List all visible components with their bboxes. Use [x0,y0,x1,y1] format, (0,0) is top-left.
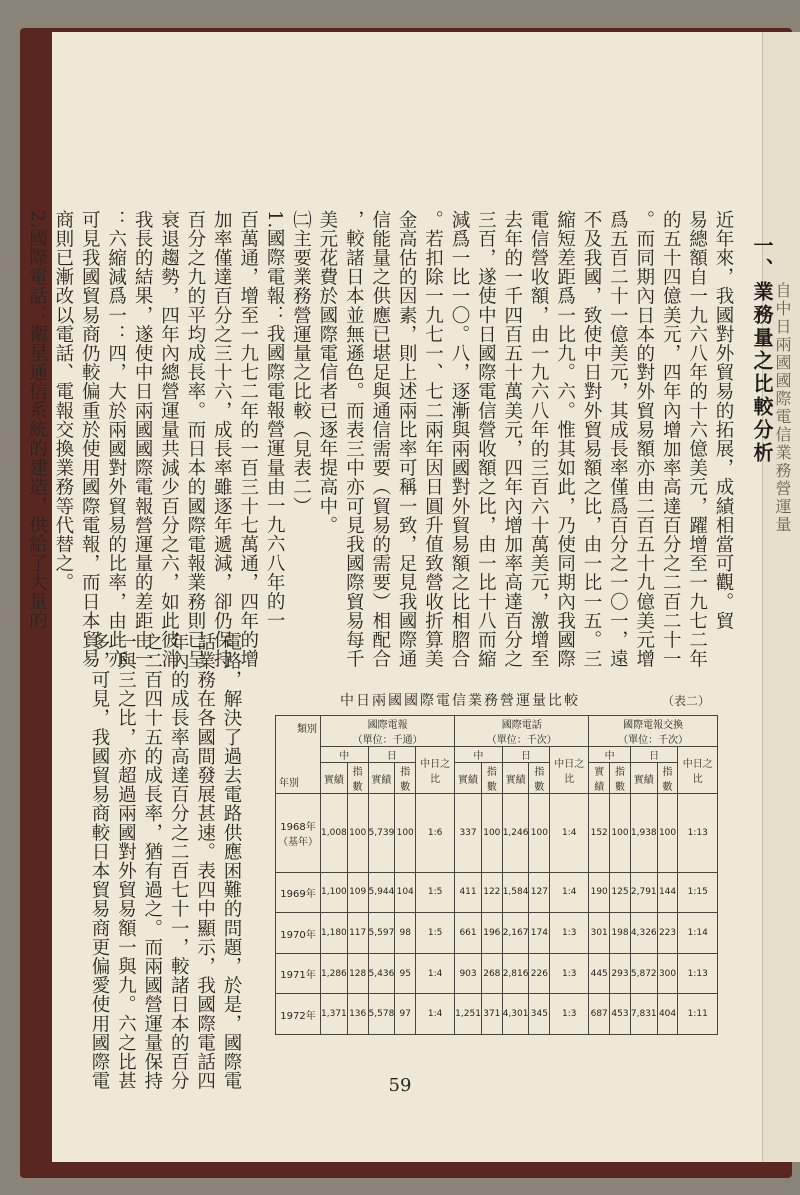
group-header: 國際電話 （單位：千次） [455,716,589,747]
value-cell: 98 [395,913,416,954]
value-cell: 2,816 [502,953,529,994]
value-cell: 1:4 [416,953,455,994]
text-line: 百萬通，增至一九七二年的一百三十七萬通，四年的增 [237,210,259,669]
value-cell: 1,180 [321,913,348,954]
japan-header: 日 [502,747,550,763]
text-line: 我長的結果，遂使中日兩國國際電報營運量的差距由一 [132,210,154,669]
text-line: 的五十四億美元，四年內增加率高達百分之二百二十一 [660,210,682,669]
text-line: 一與三之比，亦超過兩國對外貿易額一與九。六之比甚 [115,632,137,1091]
value-cell: 1:3 [550,994,589,1035]
value-cell: 903 [455,953,482,994]
value-cell: 1,584 [502,872,529,913]
value-cell: 5,872 [630,953,657,994]
text-line: ㈡主要業務營運量之比較（見表二） [290,210,312,516]
value-cell: 1:13 [678,953,718,994]
value-cell: 411 [455,872,482,913]
year-cell: 1971年 [276,953,321,994]
index-header: 指數 [529,763,550,794]
section-heading: 一、業務量之比較分析 [750,235,774,465]
table-row [276,913,718,954]
value-cell: 196 [481,913,502,954]
year-cell: 1969年 [276,872,321,913]
value-cell: 174 [529,913,550,954]
value-cell: 5,944 [368,872,395,913]
year-cell: 1972年 [276,994,321,1035]
value-cell: 5,739 [368,794,395,873]
text-line: 爲五百二十一億美元，其成長率僅爲百分之一〇一，遠 [607,210,629,669]
group-header: 國際電報 （單位：千通） [321,716,455,747]
china-header: 中 [589,747,631,763]
value-cell: 122 [481,872,502,913]
paragraph-block-2 [86,632,244,1091]
value-cell: 223 [657,913,678,954]
value-cell: 453 [610,994,631,1035]
value-cell: 144 [657,872,678,913]
text-line: 金高估的因素，則上述兩比率可稱一致，足見我國際通 [396,210,418,669]
text-line: 衰退趨勢，四年內總營運量共減少百分之六，如此彼消 [158,210,180,669]
text-line: 美元花費於國際電信者已逐年提高中。 [316,210,338,535]
value-cell: 100 [481,794,502,873]
text-line: 百分之九的平均成長率。而日本的國際電報業務則已呈 [184,210,206,669]
value-cell: 190 [589,872,610,913]
actual-header: 實績 [589,763,610,794]
value-cell: 104 [395,872,416,913]
table-row [276,953,718,994]
value-cell: 268 [481,953,502,994]
value-cell: 127 [529,872,550,913]
next-page-edge [762,32,800,1162]
value-cell: 1,008 [321,794,348,873]
japan-header: 日 [630,747,678,763]
text-line: 可見我國貿易商仍較偏重於使用國際電報，而日本貿易 [79,210,101,669]
table-title: 中日兩國國際電信業務營運量比較 [340,693,580,709]
text-line: 多，可見，我國貿易商較日本貿易商更偏愛使用國際電 [88,632,110,1091]
actual-header: 實績 [455,763,482,794]
value-cell: 117 [347,913,368,954]
value-cell: 301 [589,913,610,954]
next-page-text: 自中日兩國國際電信業務營運量 [773,282,792,534]
text-line: 縮短差距爲一比九。六。惟其如此，乃使同期內我國際 [554,210,576,669]
text-line: 電路，解決了過去電路供應困難的問題，於是，國際電 [221,632,242,1091]
actual-header: 實績 [630,763,657,794]
value-cell: 1,286 [321,953,348,994]
china-header: 中 [455,747,503,763]
value-cell: 1:6 [416,794,455,873]
text-line: 1.國際電報：我國際電報營運量由一九六八年的一 [264,210,286,630]
china-header: 中 [321,747,369,763]
text-line: 2.國際電話：衛星通信系統的建造，供給了大量的 [26,210,48,630]
index-header: 指數 [395,763,416,794]
value-cell: 136 [347,994,368,1035]
value-cell: 100 [610,794,631,873]
value-cell: 100 [347,794,368,873]
text-line: 減爲一比一〇。八，逐漸與兩國對外貿易額之比相脗合 [448,210,470,669]
value-cell: 125 [610,872,631,913]
value-cell: 1:13 [678,794,718,873]
value-cell: 100 [529,794,550,873]
actual-header: 實績 [321,763,348,794]
value-cell: 371 [481,994,502,1035]
value-cell: 2,791 [630,872,657,913]
text-line: ：六縮減爲一：四，大於兩國對外貿易的比率，由此亦 [105,210,127,669]
value-cell: 100 [395,794,416,873]
value-cell: 7,831 [630,994,657,1035]
index-header: 指數 [657,763,678,794]
value-cell: 300 [657,953,678,994]
text-line: ，較諸日本並無遜色。而表三中亦可見我國際貿易每千 [343,210,365,669]
value-cell: 337 [455,794,482,873]
ratio-header: 中日之比 [416,747,455,794]
value-cell: 1,100 [321,872,348,913]
text-line: 商則已漸改以電話、電報交換業務等代替之。 [52,210,74,592]
text-line: 。若扣除一九七一、七二兩年因日圓升值致營收折算美 [422,210,444,669]
value-cell: 5,597 [368,913,395,954]
year-cell: 1968年（基年） [276,794,321,873]
value-cell: 661 [455,913,482,954]
value-cell: 1:4 [550,872,589,913]
table-row [276,872,718,913]
value-cell: 128 [347,953,368,994]
value-cell: 1:3 [550,913,589,954]
text-line: 三百，遂使中日國際電信營收額之比，由一比十八而縮 [475,210,497,669]
ratio-header: 中日之比 [678,747,718,794]
table-metric-row [276,763,718,794]
text-line: 不及我國，致使中日對外貿易額之比，由一比一五。三 [580,210,602,669]
value-cell: 1,371 [321,994,348,1035]
year-cell: 1970年 [276,913,321,954]
value-cell: 445 [589,953,610,994]
value-cell: 1:15 [678,872,718,913]
value-cell: 226 [529,953,550,994]
group-header: 國際電報交換 （單位：千次） [589,716,718,747]
value-cell: 109 [347,872,368,913]
value-cell: 97 [395,994,416,1035]
value-cell: 1:5 [416,913,455,954]
value-cell: 1:11 [678,994,718,1035]
value-cell: 152 [589,794,610,873]
value-cell: 1:4 [550,794,589,873]
text-line: 近年來，我國對外貿易的拓展，成績相當可觀。貿 [713,210,734,631]
index-header: 指數 [610,763,631,794]
index-header: 指數 [347,763,368,794]
value-cell: 1,938 [630,794,657,873]
table-row [276,994,718,1035]
value-cell: 4,326 [630,913,657,954]
value-cell: 4,301 [502,994,529,1035]
value-cell: 1:14 [678,913,718,954]
value-cell: 345 [529,994,550,1035]
value-cell: 404 [657,994,678,1035]
actual-header: 實績 [368,763,395,794]
paragraph-block-1 [23,210,736,669]
value-cell: 293 [610,953,631,994]
text-line: 。而同期內日本的對外貿易額亦由二百五十九億美元增 [633,210,655,669]
value-cell: 1,251 [455,994,482,1035]
corner-cell [276,716,321,794]
corner-top-label: 類別 [297,724,317,735]
data-table [275,715,718,1035]
text-line: 去年的一千四百五十萬美元，四年內增加率高達百分之 [501,210,523,669]
index-header: 指數 [481,763,502,794]
table-row [276,794,718,873]
table-header-row [276,716,718,747]
text-line: 加率僅達百分之三十六，成長率雖逐年遞減，卻仍保持 [211,210,233,669]
value-cell: 1:4 [416,994,455,1035]
value-cell: 5,436 [368,953,395,994]
text-line: 話業務在各國間發展甚速。表四中顯示，我國際電話四 [194,632,216,1091]
ratio-header: 中日之比 [550,747,589,794]
value-cell: 2,167 [502,913,529,954]
value-cell: 5,578 [368,994,395,1035]
table-note: （表二） [662,694,711,708]
actual-header: 實績 [502,763,529,794]
value-cell: 100 [657,794,678,873]
value-cell: 1:3 [550,953,589,994]
text-line: 年內的成長率高達百分之二百七十一，較諸日本的百分 [168,632,190,1091]
japan-header: 日 [368,747,416,763]
value-cell: 1,246 [502,794,529,873]
text-line: 易總額自一九六八年的十六億美元，躍增至一九七二年 [686,210,708,669]
text-line: 之二百四十五的成長率，猶有過之。而兩國營運量保持 [141,632,163,1091]
corner-bottom-label: 年別 [279,778,299,789]
table-subheader-row [276,747,718,763]
page-number: 59 [388,1075,412,1096]
value-cell: 687 [589,994,610,1035]
text-line: 電信營收額，由一九六八年的三百六十萬美元，激增至 [528,210,550,669]
text-line: 信能量之供應已堪足與通信需要（貿易的需要）相配合 [369,210,391,669]
value-cell: 95 [395,953,416,994]
value-cell: 1:5 [416,872,455,913]
value-cell: 198 [610,913,631,954]
